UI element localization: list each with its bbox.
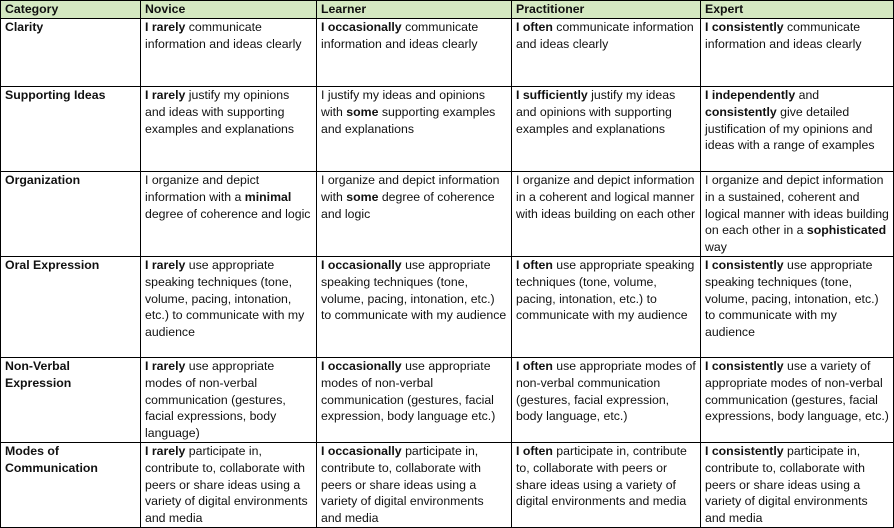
emphasis-text: I rarely [145, 443, 186, 458]
category-cell: Non-Verbal Expression [1, 358, 141, 443]
table-row [1, 19, 894, 87]
cell-text: use appropriate modes of non-verbal communication (gestures, facial expression, body language, etc.) [516, 359, 696, 424]
cell-text: use appropriate speaking techniques (tone, volume, pacing, intonation, etc.) to communicate with my audience [516, 258, 695, 323]
learner-cell [317, 358, 512, 443]
cell-text: degree of coherence and logic [145, 206, 311, 221]
expert-cell [701, 257, 894, 358]
expert-cell [701, 19, 894, 87]
emphasis-text: I consistently [705, 359, 784, 373]
emphasis-text: I consistently [705, 258, 784, 272]
table-row [1, 172, 894, 257]
cell-text: communicate information and ideas clearly [321, 20, 479, 51]
header-practitioner: Practitioner [512, 1, 701, 19]
expert-cell [701, 87, 894, 172]
header-category: Category [1, 1, 141, 19]
emphasis-text: I rarely [145, 20, 186, 34]
novice-cell [141, 19, 317, 87]
cell-text: justify my opinions and ideas with supporting examples and explanations [145, 88, 295, 136]
emphasis-text: I consistently [705, 20, 784, 34]
learner-cell [317, 172, 512, 257]
cell-text: degree of coherence and logic [321, 189, 495, 221]
cell-text: use a variety of appropriate modes of non-verbal communication (gestures, facial expressions, body language, etc.) [705, 359, 889, 424]
cell-text: communicate information and ideas clearly [705, 20, 862, 51]
expert-cell [701, 172, 894, 257]
cell-text: and [795, 88, 820, 102]
novice-cell [141, 172, 317, 257]
practitioner-cell [512, 172, 701, 257]
learner-cell [317, 19, 512, 87]
emphasis-text: I often [516, 443, 553, 458]
emphasis-text: I sufficiently [516, 88, 588, 102]
table-row [1, 257, 894, 358]
cell-text: I organize and depict information with a [145, 173, 260, 204]
cell-text: communicate information and ideas clearly [145, 20, 302, 51]
emphasis-text: I independently [705, 88, 796, 102]
expert-cell [701, 442, 894, 527]
emphasis-text: I occasionally [321, 20, 402, 34]
expert-cell [701, 358, 894, 443]
emphasis-text: I often [516, 20, 553, 34]
cell-text: use appropriate speaking techniques (tone, volume, pacing, intonation, etc.) to communicate with my audience [321, 258, 507, 323]
learner-cell [317, 87, 512, 172]
emphasis-text: some [346, 189, 379, 204]
table-row [1, 442, 894, 527]
cell-text: use appropriate speaking techniques (tone, volume, pacing, intonation, etc.) to communicate with my audience [145, 258, 305, 340]
cell-text: use appropriate speaking techniques (tone, volume, pacing, intonation, etc.) to communicate with my audience [705, 258, 879, 340]
header-expert: Expert [701, 1, 894, 19]
emphasis-text: I rarely [145, 88, 186, 102]
cell-text: justify my ideas and opinions with supporting examples and explanations [516, 88, 676, 136]
practitioner-cell [512, 87, 701, 172]
emphasis-text: minimal [244, 189, 292, 204]
novice-cell [141, 442, 317, 527]
table-row [1, 87, 894, 172]
header-learner: Learner [317, 1, 512, 19]
novice-cell [141, 257, 317, 358]
cell-text: participate in, contribute to, collaborate with peers or share ideas using a variety of digital environments and media [516, 443, 687, 509]
category-cell: Supporting Ideas [1, 87, 141, 172]
cell-text: communicate information and ideas clearly [516, 20, 694, 51]
cell-text: I justify my ideas and opinions with [321, 88, 486, 119]
category-cell: Modes of Communication [1, 442, 141, 527]
novice-cell [141, 87, 317, 172]
cell-text: I organize and depict information in a sustained, coherent and logical manner with ideas building on each other in a [705, 173, 889, 238]
cell-text: participate in, contribute to, collaborate with peers or share ideas using a variety of digital environments and media [705, 443, 868, 526]
novice-cell [141, 358, 317, 443]
cell-text: supporting examples and explanations [321, 104, 496, 136]
practitioner-cell [512, 358, 701, 443]
emphasis-text: I consistently [705, 443, 784, 458]
practitioner-cell [512, 19, 701, 87]
category-cell: Oral Expression [1, 257, 141, 358]
cell-text: I organize and depict information with [321, 173, 500, 204]
emphasis-text: sophisticated [806, 223, 887, 238]
emphasis-text: consistently [705, 104, 777, 119]
emphasis-text: I rarely [145, 258, 186, 272]
cell-text: I organize and depict information in a coherent and logical manner with ideas building on each other [516, 173, 696, 221]
practitioner-cell [512, 257, 701, 358]
cell-text: give detailed justification of my opinions and ideas with a range of examples [705, 104, 875, 153]
learner-cell [317, 442, 512, 527]
header-row [1, 1, 894, 19]
cell-text: participate in, contribute to, collaborate with peers or share ideas using a variety of digital environments and media [321, 443, 484, 526]
cell-text: participate in, contribute to, collaborate with peers or share ideas using a variety of digital environments and media [145, 443, 308, 526]
cell-text: use appropriate modes of non-verbal communication (gestures, facial expressions, body language) [145, 359, 286, 441]
learner-cell [317, 257, 512, 358]
emphasis-text: some [346, 104, 379, 119]
emphasis-text: I rarely [145, 359, 186, 373]
cell-text: way [705, 240, 727, 255]
category-cell: Organization [1, 172, 141, 257]
cell-text: use appropriate modes of non-verbal communication (gestures, facial expression, body language etc.) [321, 359, 496, 424]
emphasis-text: I occasionally [321, 359, 402, 373]
table-row [1, 358, 894, 443]
header-novice: Novice [141, 1, 317, 19]
emphasis-text: I occasionally [321, 443, 402, 458]
emphasis-text: I occasionally [321, 258, 402, 272]
emphasis-text: I often [516, 359, 553, 373]
practitioner-cell [512, 442, 701, 527]
emphasis-text: I often [516, 258, 553, 272]
category-cell: Clarity [1, 19, 141, 87]
